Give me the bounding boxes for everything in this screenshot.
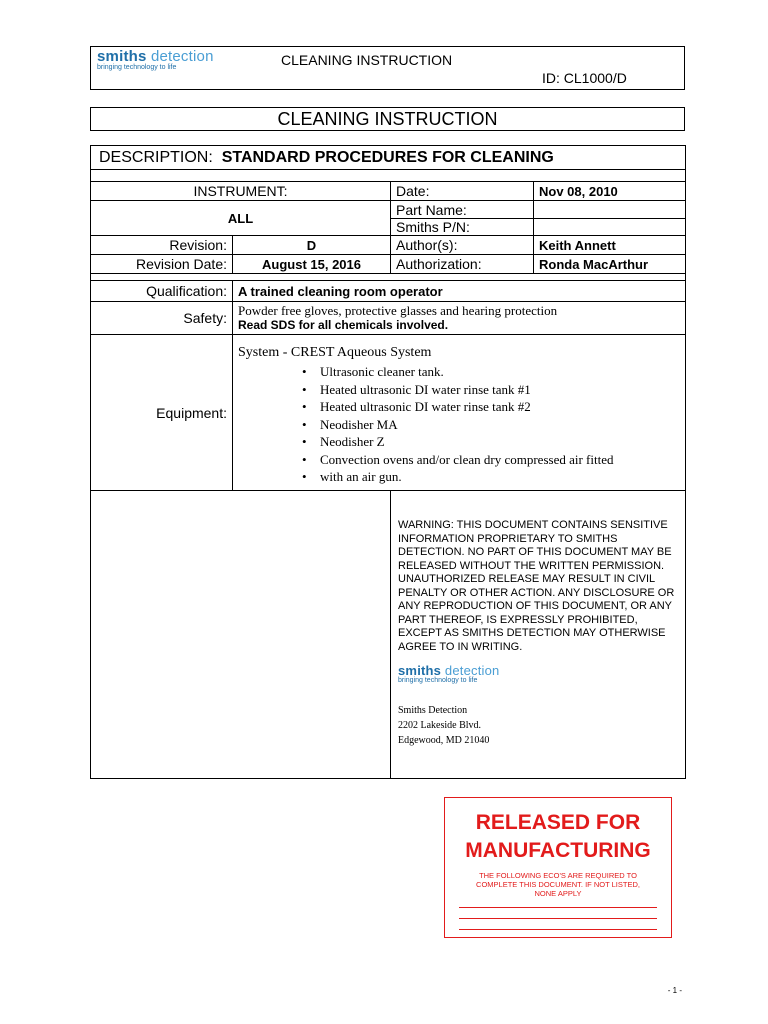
description-label: DESCRIPTION: — [99, 148, 213, 166]
logo-word-smiths: smiths — [97, 48, 147, 65]
blank-cell — [91, 491, 391, 779]
equipment-item: • Convection ovens and/or clean dry compressed air fitted — [320, 451, 680, 469]
stamp-note-2: COMPLETE THIS DOCUMENT. IF NOT LISTED, — [476, 880, 640, 889]
warning-logo-tagline: bringing technology to life — [398, 677, 478, 684]
equipment-item: • Ultrasonic cleaner tank. — [320, 363, 680, 381]
stamp-note-3: NONE APPLY — [534, 889, 582, 898]
authorization-value: Ronda MacArthur — [534, 255, 686, 274]
warning-cell — [391, 491, 686, 779]
part-name-value — [534, 201, 686, 219]
spacer-row — [91, 170, 686, 182]
equipment-item-continued-text: with an air gun. — [320, 469, 402, 484]
stamp-title-line-1: RELEASED FOR — [475, 811, 641, 834]
revision-date-label: Revision Date: — [91, 255, 233, 274]
logo-tagline: bringing technology to life — [97, 64, 177, 71]
date-value: Nov 08, 2010 — [534, 182, 686, 201]
release-stamp — [444, 797, 672, 938]
warning-logo — [398, 664, 680, 685]
address-line-1: 2202 Lakeside Blvd. — [398, 720, 482, 731]
safety-line-1: Powder free gloves, protective glasses and hearing protection — [238, 303, 558, 318]
page-number: - 1 - — [667, 986, 682, 995]
date-label: Date: — [391, 182, 534, 201]
description-row — [91, 146, 686, 170]
safety-label: Safety: — [91, 302, 233, 335]
authors-label: Author(s): — [391, 236, 534, 255]
revision-value: D — [233, 236, 391, 255]
revision-date-value: August 15, 2016 — [233, 255, 391, 274]
part-name-label: Part Name: — [391, 201, 534, 219]
equipment-label: Equipment: — [91, 335, 233, 491]
description-value: STANDARD PROCEDURES FOR CLEANING — [221, 148, 554, 166]
instruction-table — [90, 145, 686, 779]
stamp-blank-line — [459, 907, 657, 908]
company-name: Smiths Detection — [398, 705, 468, 716]
page-title: CLEANING INSTRUCTION — [90, 107, 685, 131]
equipment-item: • Heated ultrasonic DI water rinse tank #2 — [320, 398, 680, 416]
instrument-label: INSTRUMENT: — [91, 182, 391, 201]
stamp-blank-line — [459, 929, 657, 930]
qualification-label: Qualification: — [91, 281, 233, 302]
safety-line-2: Read SDS for all chemicals involved. — [238, 318, 449, 332]
smiths-pn-value — [534, 219, 686, 236]
safety-value — [233, 302, 686, 335]
header-doc-title: CLEANING INSTRUCTION — [281, 52, 453, 68]
equipment-item-continued — [320, 468, 680, 486]
smiths-pn-label: Smiths P/N: — [391, 219, 534, 236]
equipment-system: System - CREST Aqueous System — [238, 345, 432, 360]
warning-logo-word-smiths: smiths — [398, 663, 442, 678]
company-logo — [97, 49, 214, 72]
qualification-value: A trained cleaning room operator — [233, 281, 686, 302]
equipment-list — [238, 363, 680, 486]
instrument-value: ALL — [91, 201, 391, 236]
spacer-row — [91, 274, 686, 281]
address-line-2: Edgewood, MD 21040 — [398, 735, 490, 746]
equipment-value — [233, 335, 686, 491]
logo-word-detection: detection — [150, 48, 214, 65]
revision-label: Revision: — [91, 236, 233, 255]
header-doc-id: ID: CL1000/D — [542, 70, 627, 86]
equipment-item: • Neodisher MA — [320, 416, 680, 434]
equipment-item: • Neodisher Z — [320, 433, 680, 451]
stamp-blank-line — [459, 918, 657, 919]
authors-value: Keith Annett — [534, 236, 686, 255]
document-header — [90, 46, 685, 90]
warning-logo-word-detection: detection — [444, 663, 500, 678]
stamp-note-1: THE FOLLOWING ECO'S ARE REQUIRED TO — [479, 871, 637, 880]
company-address — [398, 703, 680, 748]
warning-text: WARNING: THIS DOCUMENT CONTAINS SENSITIVE INFORMATION PROPRIETARY TO SMITHS DETECTION. NO PART OF THIS DOCUMENT MAY BE RELEASED WITHOUT THE WRITTEN PERMISSION. UNAUTHORIZED RELEASE MAY RESULT IN CIVIL PENALTY OR OTHER ACTION. ANY DISCLOSURE OR ANY REPRODUCTION OF THIS DOCUMENT, OR ANY PART THEREOF, IS EXPRESSLY PROHIBITED, EXCEPT AS SMITHS DETECTION MAY OTHERWISE AGREE TO IN WRITING. — [398, 519, 675, 653]
equipment-item: • Heated ultrasonic DI water rinse tank #1 — [320, 381, 680, 399]
authorization-label: Authorization: — [391, 255, 534, 274]
stamp-title-line-2: MANUFACTURING — [465, 839, 651, 862]
